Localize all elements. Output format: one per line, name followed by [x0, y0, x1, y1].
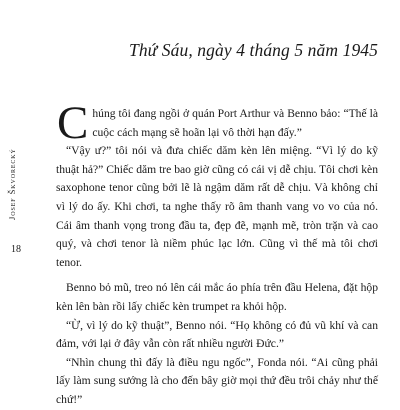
paragraph-4: “Ừ, vì lý do kỹ thuật”, Benno nói. “Họ không có đủ vũ khí và can đảm, với lại ở đây vẫn còn rất nhiều người Đức.”: [56, 318, 378, 351]
running-head-author: [6, 140, 20, 220]
chapter-title: Thứ Sáu, ngày 4 tháng 5 năm 1945: [129, 40, 378, 60]
body-text: [56, 97, 378, 410]
paragraph-1: [56, 97, 378, 149]
author-name: Josef Škvorecký: [7, 148, 17, 220]
paragraph-3: Benno bỏ mũ, treo nó lên cái mắc áo phía trên đầu Helena, đặt hộp kèn lên bàn rồi lấy chiếc kèn trumpet ra khỏi hộp.: [56, 281, 378, 313]
drop-cap: C: [57, 97, 89, 149]
paragraph-5: “Nhìn chung thì đấy là điều ngu ngốc”, Fonda nói. “Ai cũng phải lấy làm sung sướng là cho đến bây giờ mọi thứ đều trôi chảy như thế chứ!”: [56, 355, 378, 406]
page-number: 18: [11, 244, 21, 255]
paragraph-2: “Vậy ư?” tôi nói và đưa chiếc dăm kèn lên miệng. “Vì lý do kỹ thuật hả?” Chiếc dăm tre bao giờ cũng có cái vị dễ chịu. Tôi chơi kèn saxophone tenor cũng bởi lẽ là ngậm dăm rất dễ chịu. Và không chỉ vì lý do ấy. Khi chơi, ta nghe thấy rõ âm thanh vang vo vo của nó. Cái âm thanh vọng trong đầu ta, đẹp đẽ, mạnh mẽ, tròn trặn và cao quý, và chơi tenor là niềm phúc lạc lớn. Cũng vì thế mà tôi chơi tenor.: [56, 144, 378, 269]
paragraph-1-text: húng tôi đang ngồi ở quán Port Arthur và Benno bảo: “Thế là cuộc cách mạng sẽ hoãn lại vô thời hạn đấy.”: [92, 107, 378, 139]
